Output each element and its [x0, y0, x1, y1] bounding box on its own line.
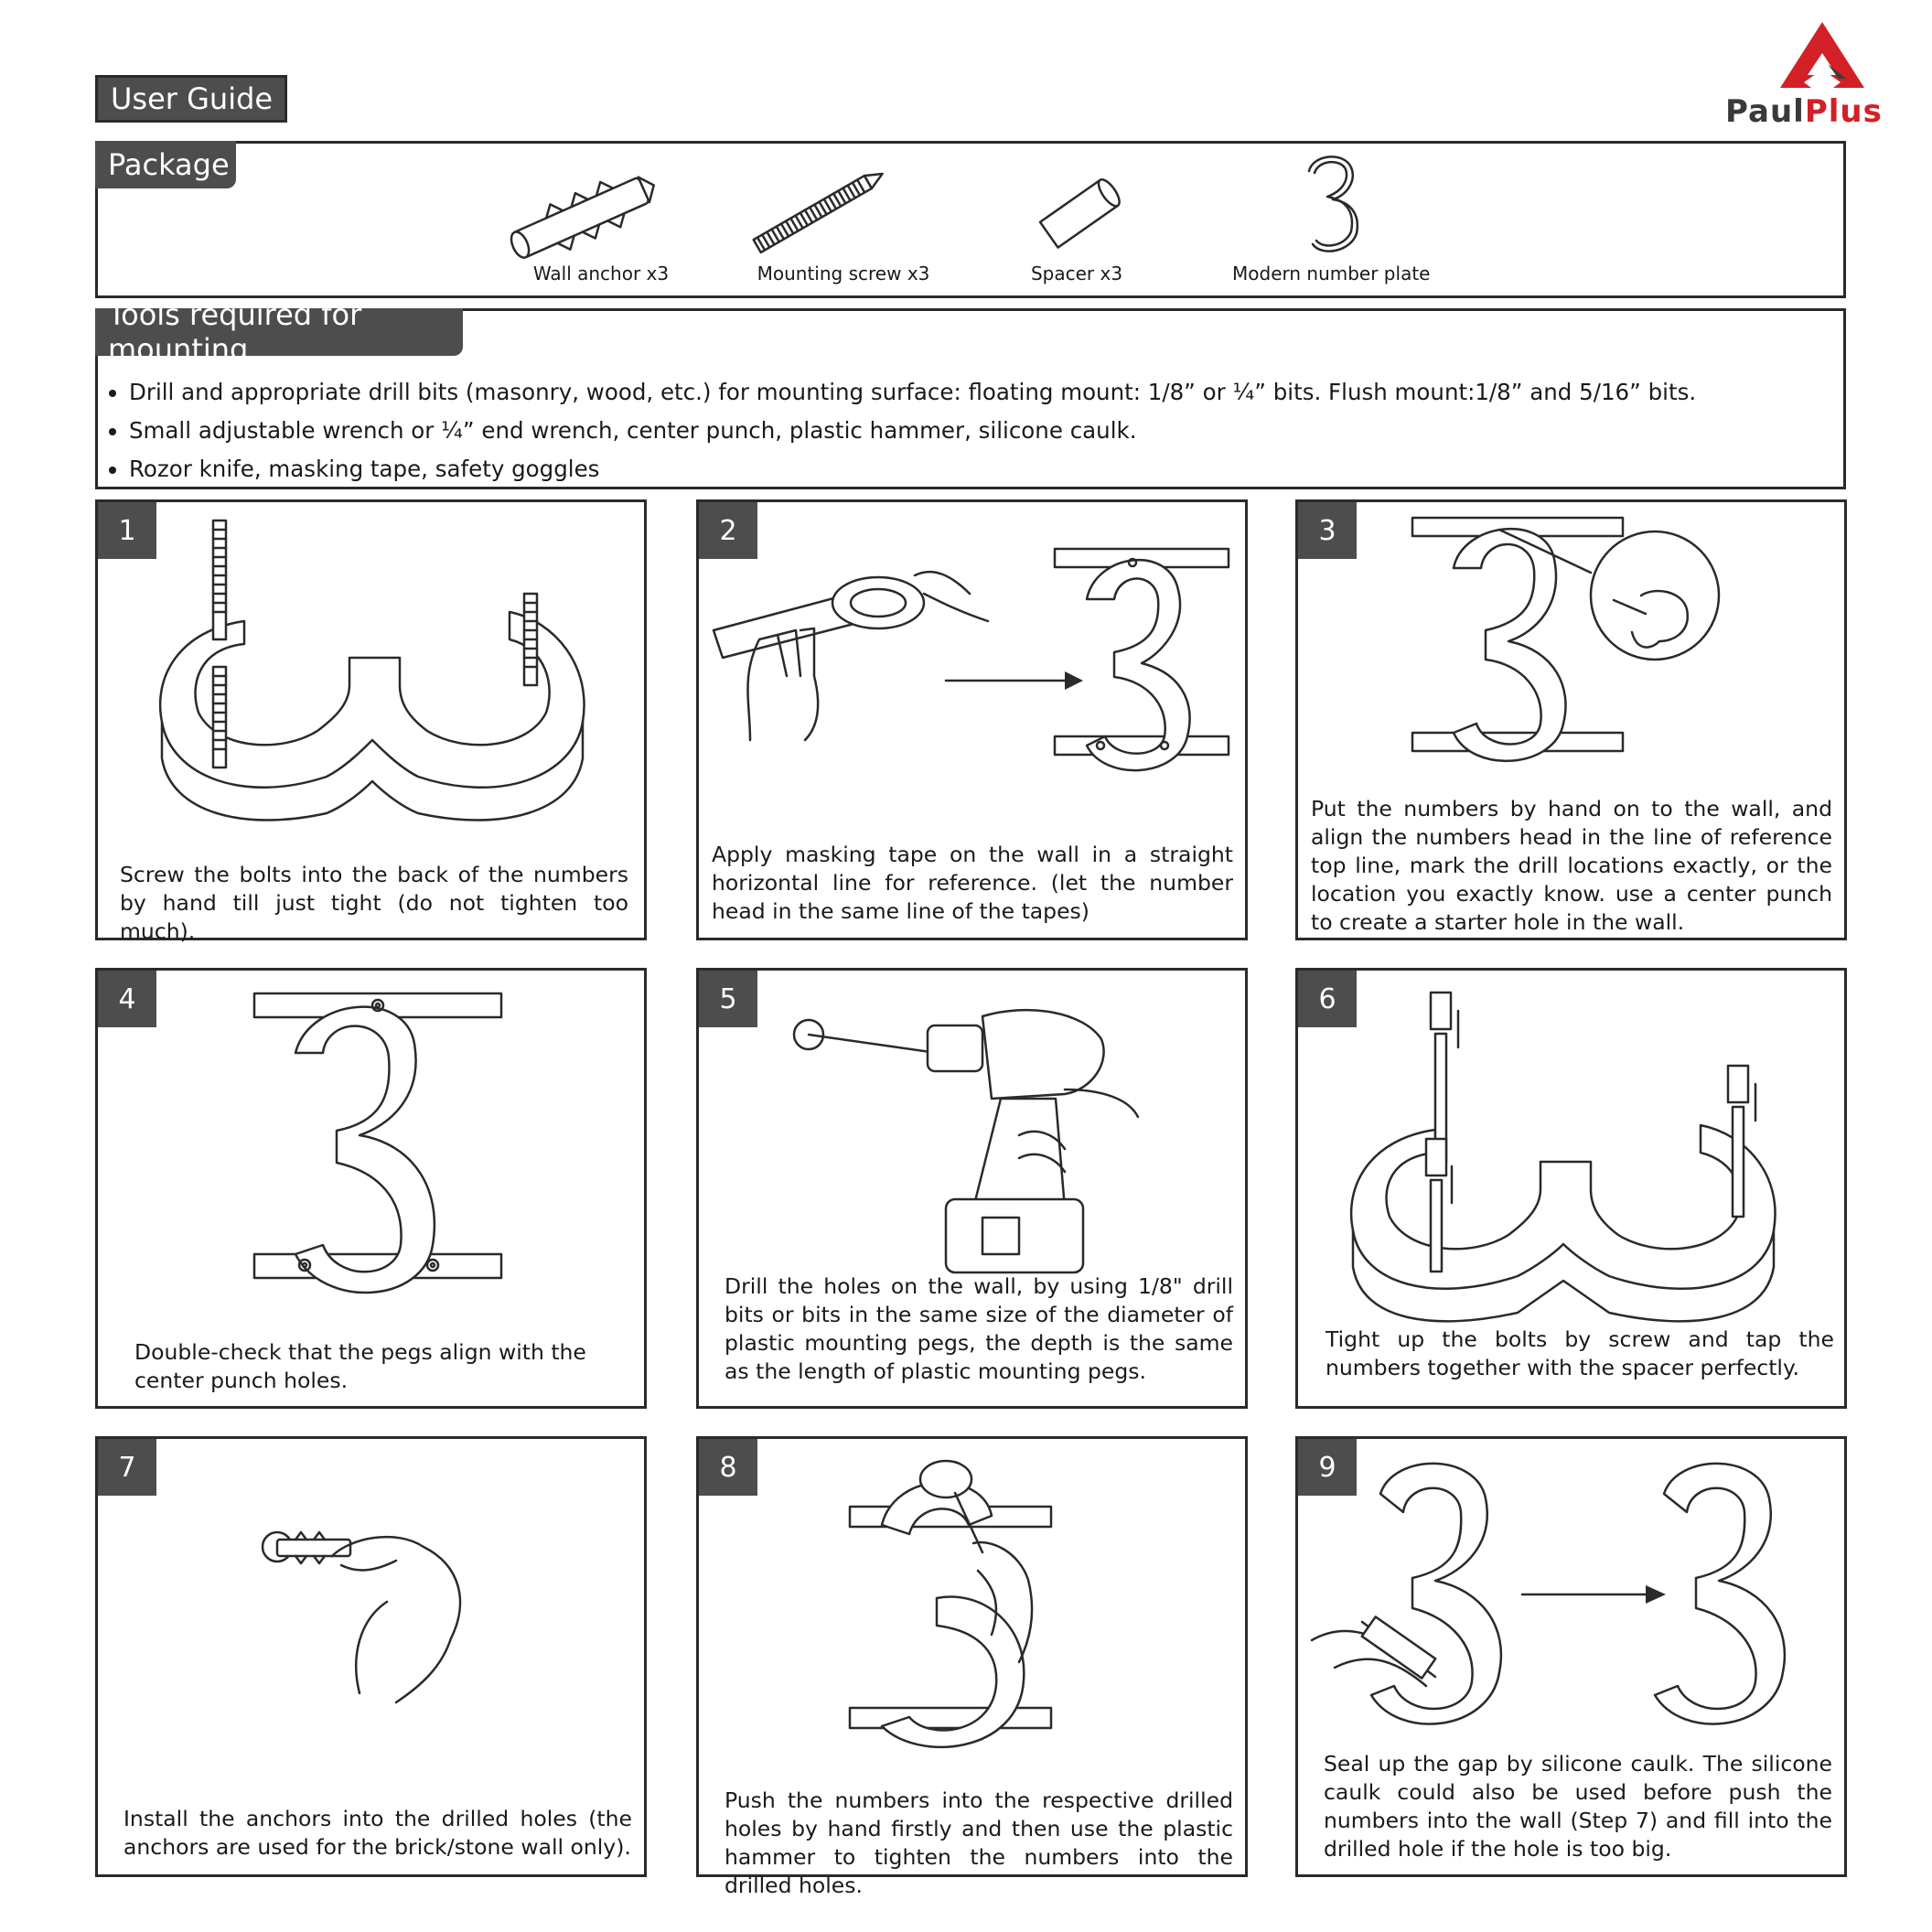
masking-tape-illustration	[714, 539, 988, 740]
step-number: 7	[98, 1439, 156, 1496]
step-number: 2	[699, 502, 757, 559]
step-text: Double-check that the pegs align with the center punch holes.	[134, 1339, 586, 1393]
package-item-label: Modern number plate	[1232, 263, 1431, 284]
brand-name-plus: Plus	[1804, 93, 1883, 130]
page-title	[95, 75, 287, 123]
step-text: Install the anchors into the drilled holes (the anchors are used for the brick/stone wall only).	[123, 1806, 632, 1860]
marking-holes-illustration	[1408, 513, 1755, 769]
power-drill-illustration	[790, 989, 1156, 1282]
package-title-text: Package	[108, 147, 230, 182]
step-text: Tight up the bolts by screw and tap the numbers together with the spacer perfectly.	[1326, 1326, 1834, 1380]
anchor-install-illustration	[259, 1519, 497, 1702]
step-7	[95, 1436, 647, 1877]
step-text: Apply masking tape on the wall in a straight horizontal line for reference. (let the number head in the same line of the tapes)	[712, 842, 1233, 924]
step-number: 4	[98, 971, 156, 1027]
step-number: 3	[1298, 502, 1357, 559]
silicone-caulk-illustration	[1307, 1457, 1838, 1741]
step-6	[1295, 968, 1847, 1409]
step-9	[1295, 1436, 1847, 1877]
step-1	[95, 499, 647, 944]
package-title	[95, 141, 236, 188]
step-3	[1295, 499, 1847, 940]
list-item: • Drill and appropriate drill bits (masonry, wood, etc.) for mounting surface: floating mount: 1/8” or ¼” bits. Flush mount:1/8” and 5/16” bits.	[129, 373, 1696, 412]
step-number: 1	[98, 502, 156, 559]
step-text: Screw the bolts into the back of the numbers by hand till just tight (do not tighten too much).	[120, 862, 628, 944]
brand-name-paul: Paul	[1725, 93, 1805, 130]
step-number: 6	[1298, 971, 1357, 1027]
package-item-label: Mounting screw x3	[757, 263, 930, 284]
list-item: • Small adjustable wrench or ¼” end wrench, center punch, plastic hammer, silicone caulk.	[129, 412, 1696, 450]
step-8	[696, 1436, 1248, 1898]
step-5	[696, 968, 1248, 1409]
wall-anchor-icon	[493, 173, 676, 255]
hammer-tapping-illustration	[845, 1452, 1120, 1754]
step-text: Drill the holes on the wall, by using 1/8" drill bits or bits in the same size of the diameter of plastic mounting pegs, the depth is the same as the length of plastic mounting pegs.	[724, 1273, 1233, 1384]
package-item-label: Wall anchor x3	[532, 263, 670, 284]
tools-title	[95, 297, 463, 367]
step-number: 8	[699, 1439, 757, 1496]
package-section	[95, 141, 1846, 298]
package-item-label: Spacer x3	[1030, 263, 1123, 284]
numeral-on-tape-illustration	[1050, 544, 1233, 782]
spacer-bolts-illustration	[1344, 983, 1819, 1322]
pegs-alignment-illustration	[250, 989, 506, 1309]
mounting-screw-icon	[743, 164, 898, 255]
tools-list	[103, 373, 1696, 488]
number-plate-icon	[1287, 149, 1379, 259]
numeral-with-bolts-illustration	[144, 521, 601, 832]
tools-section	[95, 297, 1846, 489]
page-title-text: User Guide	[111, 81, 274, 116]
step-2	[696, 499, 1248, 940]
tools-title-text: Tools required for mounting	[108, 297, 362, 367]
step-4	[95, 968, 647, 1409]
step-text: Push the numbers into the respective drilled holes by hand firstly and then use the plastic hammer to tighten the numbers into the drilled holes.	[724, 1787, 1233, 1898]
step-text: Put the numbers by hand on to the wall, and align the numbers head in the line of reference top line, mark the drill locations exactly, or the location you exactly know. use a center punch to create a starter hole in the wall.	[1311, 796, 1832, 935]
brand-logo	[1720, 18, 1903, 137]
step-number: 5	[699, 971, 757, 1027]
list-item: • Rozor knife, masking tape, safety goggles	[129, 450, 1696, 488]
step-text: Seal up the gap by silicone caulk. The silicone caulk could also be used before push the numbers into the wall (Step 7) and fill into the drilled hole if the hole is too big.	[1324, 1751, 1832, 1862]
spacer-icon	[1031, 171, 1132, 253]
step-number: 9	[1298, 1439, 1357, 1496]
